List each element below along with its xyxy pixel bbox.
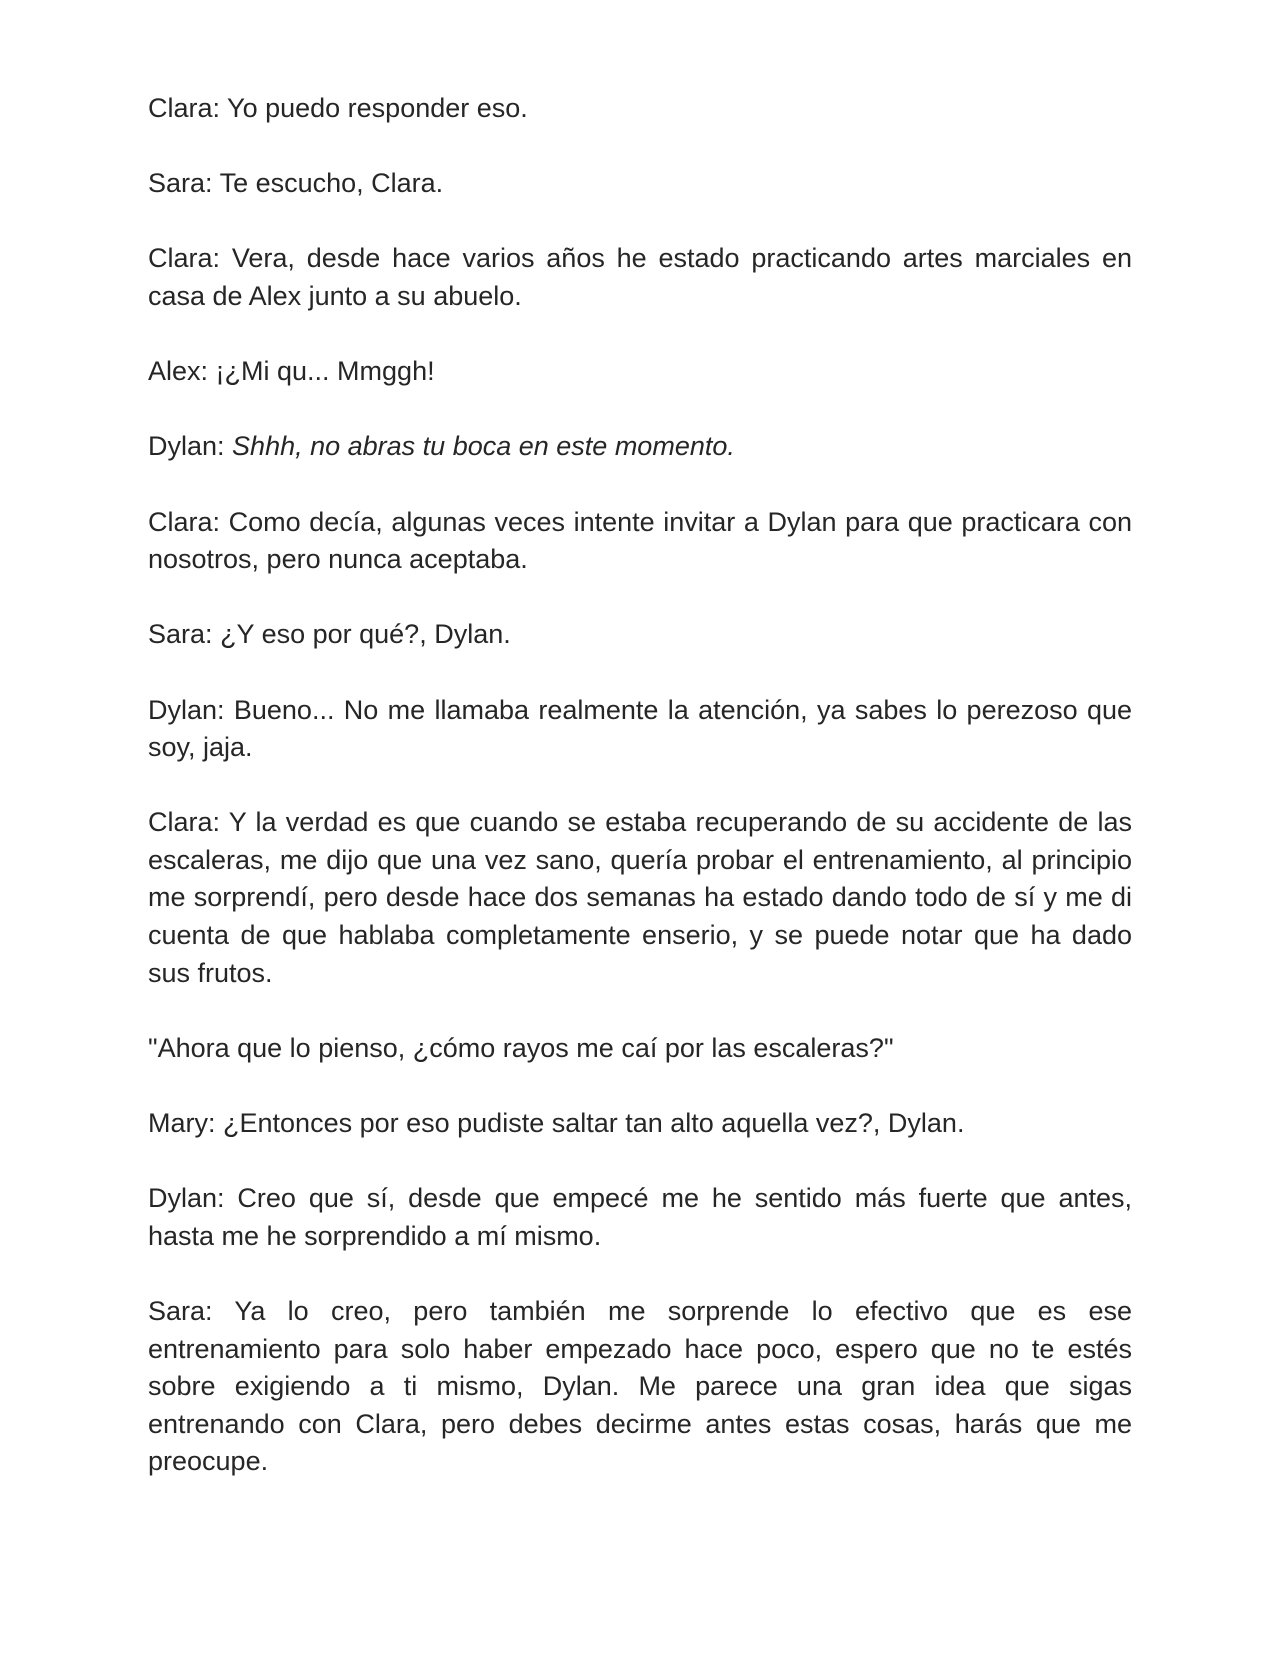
dialogue-text: Y la verdad es que cuando se estaba recuperando de su accidente de las escaleras, me dijo que una vez sano, quería probar el entrenamiento, al principio me sorprendí, pero desde hace dos semanas ha estado dando todo de sí y me di cuenta de que hablaba completamente enserio, y se puede notar que ha dado sus frutos. — [148, 807, 1133, 988]
speaker-name: Dylan: — [148, 1183, 225, 1214]
speaker-name: Sara: — [148, 168, 213, 199]
dialogue-paragraph — [148, 240, 1132, 315]
speaker-name: Clara: — [148, 807, 221, 838]
speaker-name: Clara: — [148, 93, 221, 123]
dialogue-text: ¿Entonces por eso pudiste saltar tan alto aquella vez?, Dylan. — [223, 1108, 965, 1139]
dialogue-paragraph — [148, 90, 1132, 128]
speaker-name: Clara: — [148, 506, 221, 537]
dialogue-paragraph — [148, 353, 1132, 391]
dialogue-text-italic: Shhh, no abras tu boca en este momento. — [232, 431, 735, 462]
dialogue-paragraph — [148, 1180, 1132, 1255]
dialogue-text: Te escucho, Clara. — [219, 168, 444, 199]
dialogue-paragraph — [148, 1293, 1132, 1481]
dialogue-paragraph — [148, 428, 1132, 466]
dialogue-paragraph — [148, 692, 1132, 767]
dialogue-paragraph — [148, 804, 1132, 992]
dialogue-text: Bueno... No me llamaba realmente la atención, ya sabes lo perezoso que soy, jaja. — [148, 694, 1132, 763]
speaker-name: Dylan: — [148, 694, 225, 725]
thought-paragraph — [148, 1030, 1132, 1068]
dialogue-text: Yo puedo responder eso. — [227, 93, 528, 123]
dialogue-paragraph — [148, 504, 1132, 579]
dialogue-text: Vera, desde hace varios años he estado practicando artes marciales en casa de Alex junto a su abuelo. — [148, 243, 1132, 311]
speaker-name: Sara: — [148, 619, 213, 650]
dialogue-text: Ya lo creo, pero también me sorprende lo efectivo que es ese entrenamiento para solo haber empezado hace poco, espero que no te estés sobre exigiendo a ti mismo, Dylan. Me parece una gran idea que sigas entrenando con Clara, pero debes decirme antes estas cosas, harás que me preocupe. — [148, 1296, 1133, 1477]
thought-text: "Ahora que lo pienso, ¿cómo rayos me caí por las escaleras?" — [148, 1032, 894, 1063]
dialogue-text: ¡¿Mi qu... Mmggh! — [215, 356, 435, 387]
dialogue-paragraph — [148, 1105, 1132, 1143]
dialogue-paragraph — [148, 165, 1132, 203]
speaker-name: Clara: — [148, 243, 221, 274]
dialogue-text: Como decía, algunas veces intente invitar a Dylan para que practicara con nosotros, pero nunca aceptaba. — [148, 506, 1132, 575]
dialogue-text: ¿Y eso por qué?, Dylan. — [220, 619, 511, 650]
dialogue-paragraph — [148, 616, 1132, 654]
dialogue-text: Creo que sí, desde que empecé me he sentido más fuerte que antes, hasta me he sorprendido a mí mismo. — [148, 1183, 1132, 1251]
speaker-name: Mary: — [148, 1108, 216, 1139]
speaker-name: Dylan: — [148, 431, 225, 462]
speaker-name: Sara: — [148, 1296, 213, 1326]
document-page — [148, 90, 1132, 1519]
speaker-name: Alex: — [148, 356, 209, 387]
